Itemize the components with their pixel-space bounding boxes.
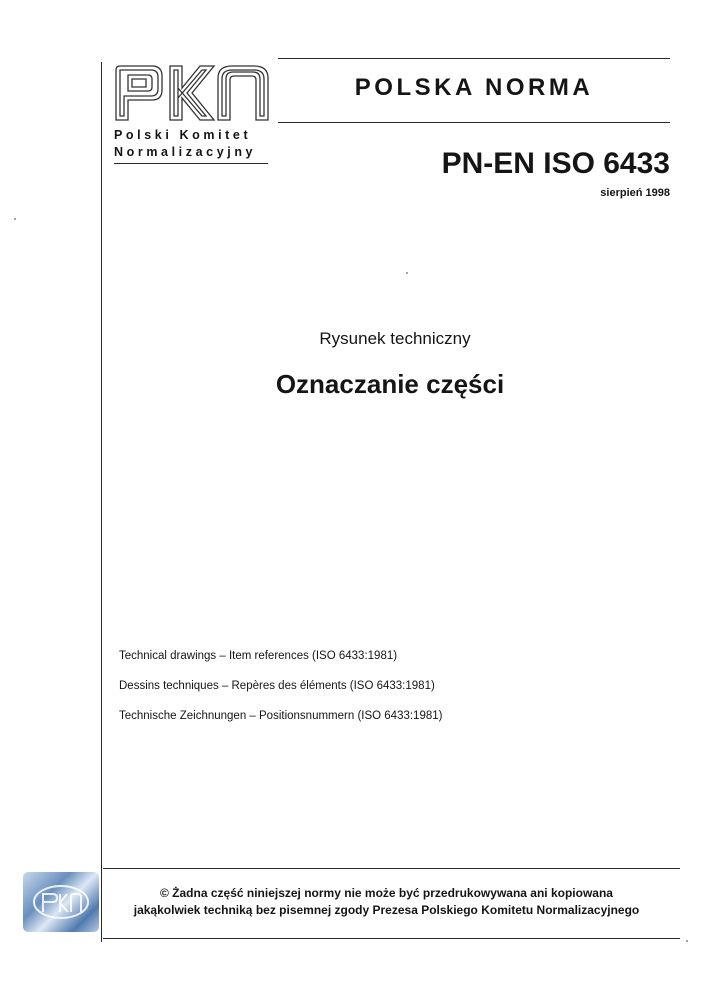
organization-name-line1: Polski Komitet bbox=[114, 128, 252, 142]
document-title: Oznaczanie części bbox=[275, 369, 505, 399]
publication-date: sierpień 1998 bbox=[600, 187, 670, 199]
footer-bottom-rule bbox=[103, 938, 680, 939]
standard-code: PN-EN ISO 6433 bbox=[441, 147, 670, 180]
copyright-notice-line2: jakąkolwiek techniką bez pisemnej zgody Prezesa Polskiego Komitetu Normalizacyjnego bbox=[133, 903, 640, 917]
translation-french: Dessins techniques – Repères des éléments (ISO 6433:1981) bbox=[119, 680, 435, 692]
left-margin-rule bbox=[101, 62, 102, 942]
organization-name-line2: Normalizacyjny bbox=[114, 145, 257, 159]
header-top-rule bbox=[278, 58, 670, 59]
translation-english: Technical drawings – Item references (ISO 6433:1981) bbox=[119, 650, 398, 662]
scan-speck bbox=[406, 272, 408, 274]
copyright-notice-line1: © Żadna część niniejszej normy nie może być przedrukowywana ani kopiowana bbox=[160, 886, 613, 900]
scan-speck bbox=[686, 940, 688, 942]
footer-top-rule bbox=[103, 868, 680, 869]
norm-label: POLSKA NORMA bbox=[354, 74, 594, 101]
translation-german: Technische Zeichnungen – Positionsnummern (ISO 6433:1981) bbox=[119, 710, 443, 722]
header-bottom-rule bbox=[278, 122, 670, 123]
pkn-hologram-icon bbox=[23, 872, 99, 932]
organization-underline bbox=[114, 163, 268, 164]
scan-speck bbox=[14, 218, 16, 220]
document-subtitle: Rysunek techniczny bbox=[319, 329, 471, 348]
pkn-logo bbox=[114, 64, 270, 122]
